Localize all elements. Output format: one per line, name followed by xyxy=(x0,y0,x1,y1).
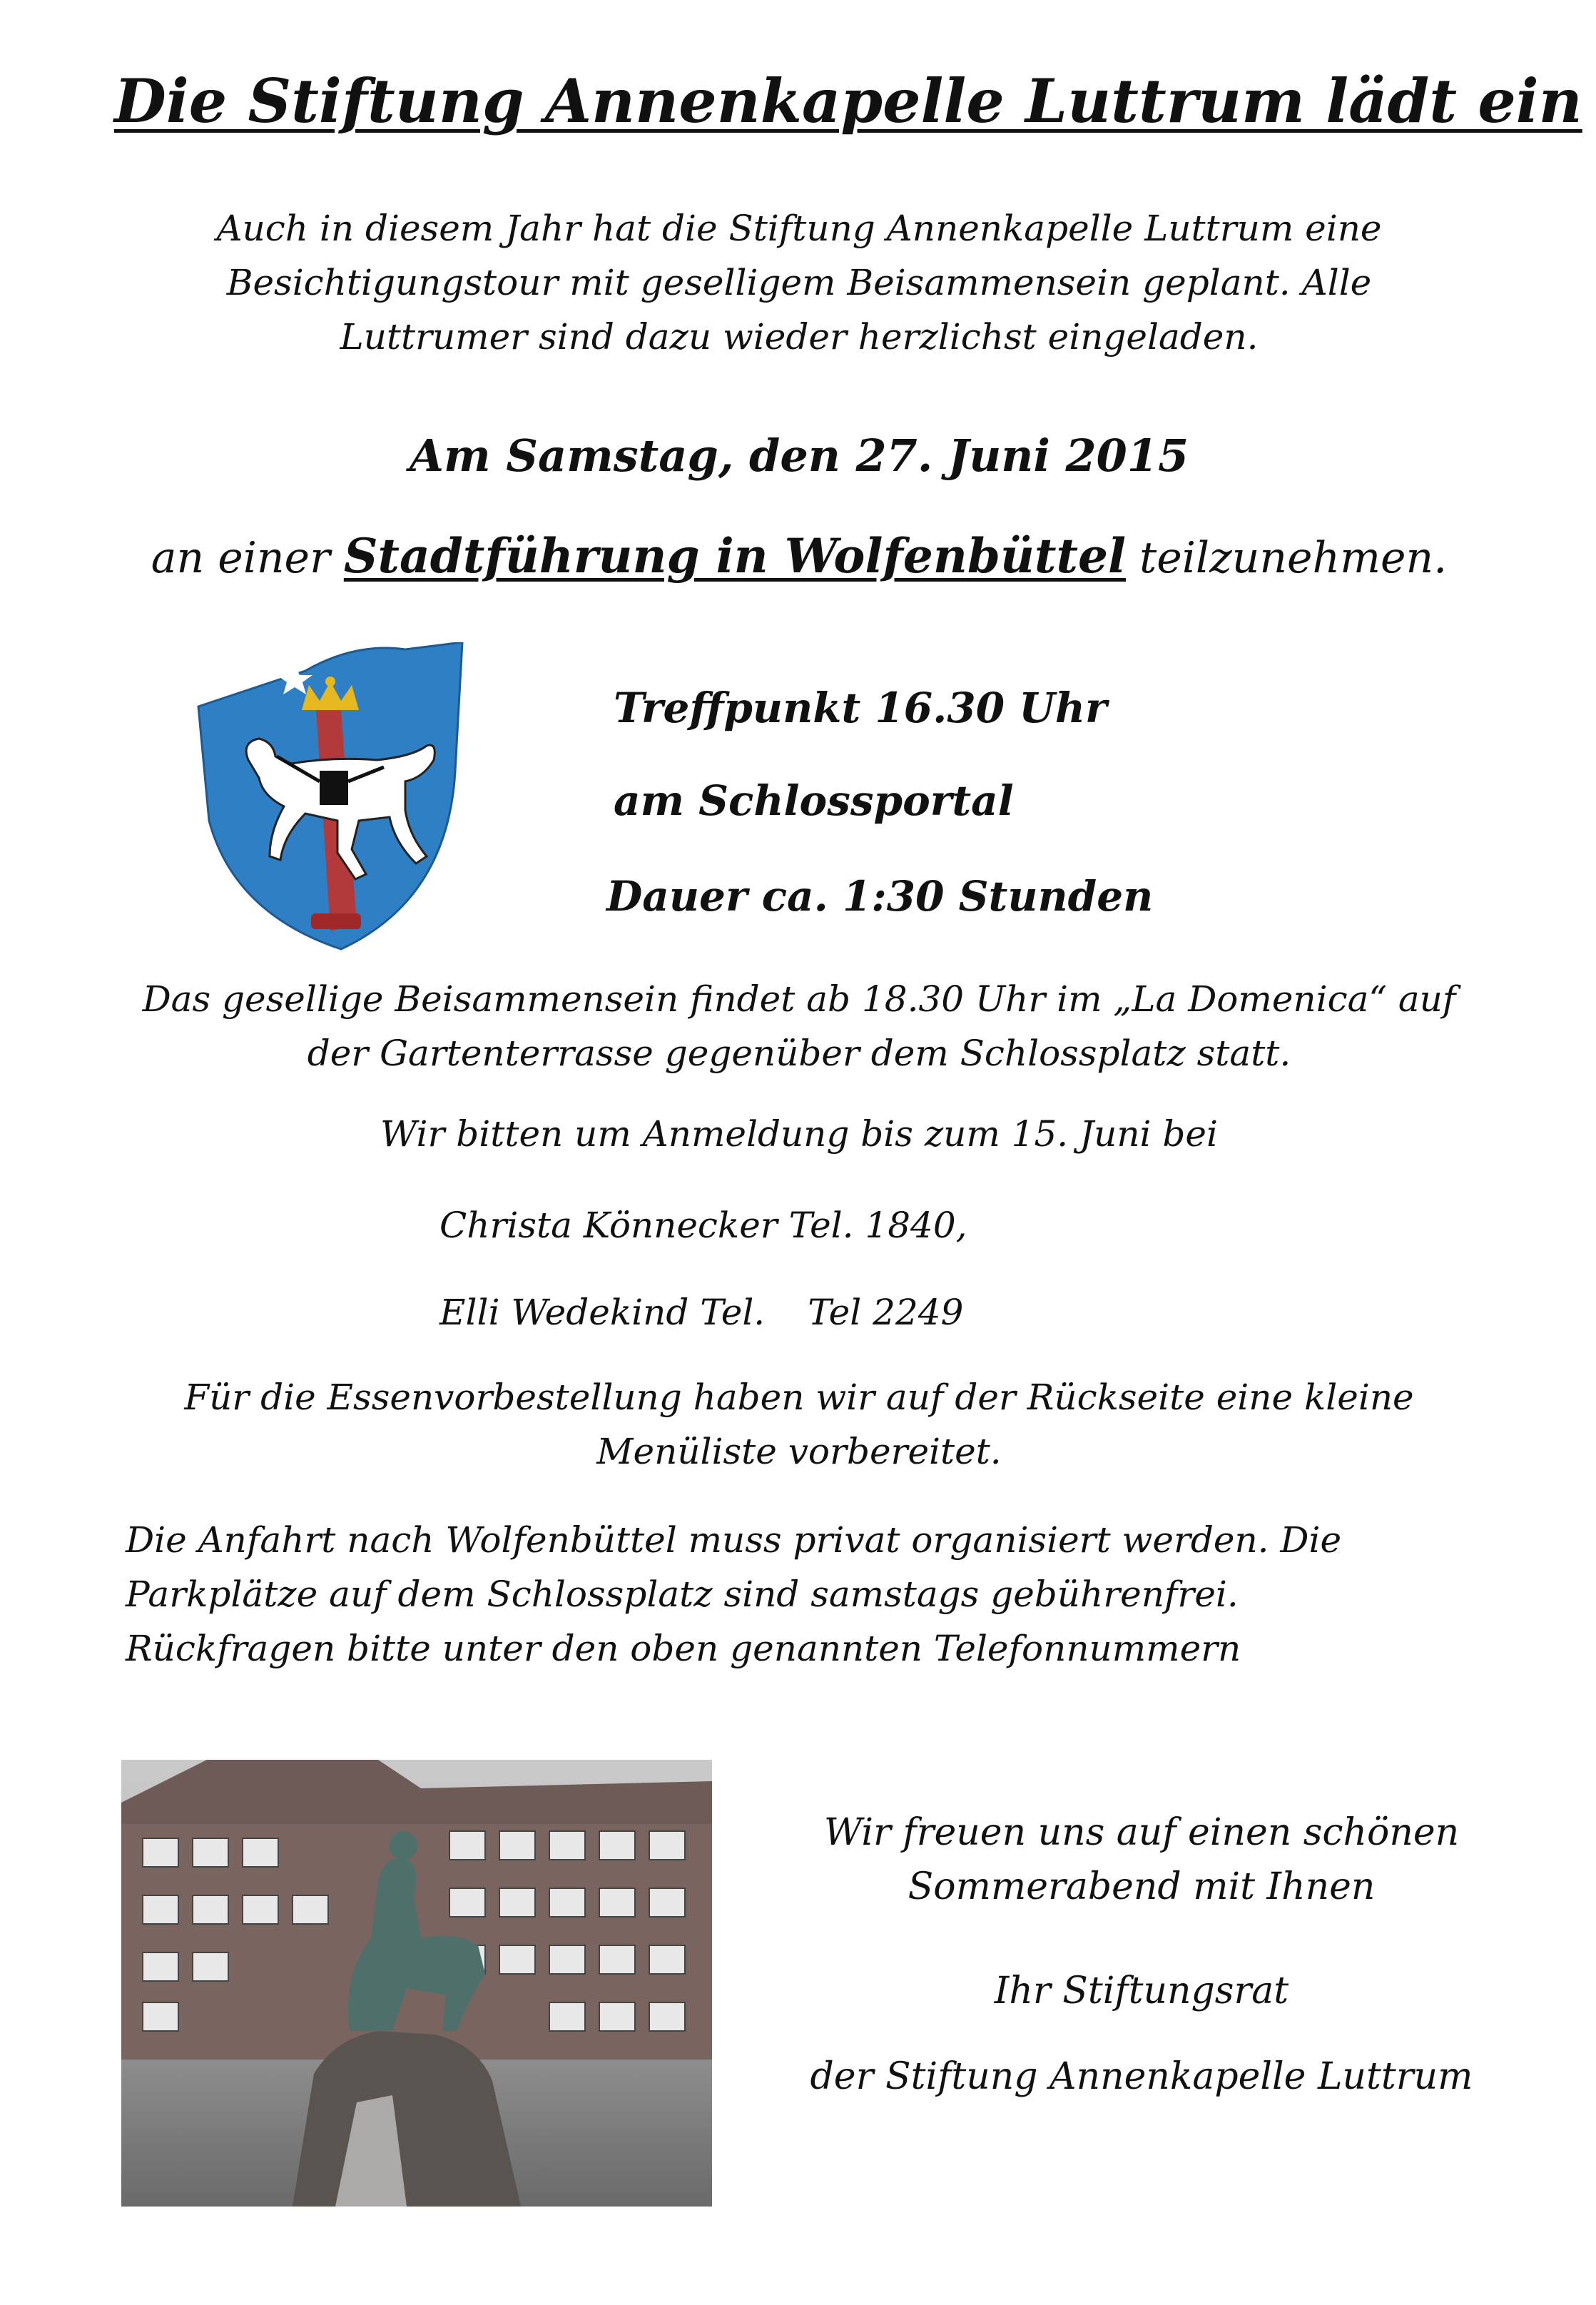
meeting-time: Treffpunkt 16.30 Uhr xyxy=(614,684,1107,732)
registration-intro: Wir bitten um Anmeldung bis zum 15. Juni bei xyxy=(380,1113,1219,1155)
closing-line: Sommerabend mit Ihnen xyxy=(908,1865,1376,1908)
wolfenbuettel-coat-of-arms-icon xyxy=(191,642,469,956)
travel-line: Parkplätze auf dem Schlossplatz sind samstags gebührenfrei. xyxy=(126,1574,1239,1615)
intro-paragraph: Auch in diesem Jahr hat die Stiftung Annenkapelle Luttrum eine Besichtigungstour mit geselligem Beisammensein geplant. Alle Luttrumer sind dazu wieder herzlichst eingeladen. xyxy=(216,208,1382,358)
signature-council: Ihr Stiftungsrat xyxy=(994,1970,1289,2012)
travel-line: Die Anfahrt nach Wolfenbüttel muss privat organisiert werden. Die xyxy=(126,1519,1342,1561)
signature-foundation: der Stiftung Annenkapelle Luttrum xyxy=(810,2055,1473,2098)
tour-line xyxy=(71,528,1527,584)
closing-line: Wir freuen uns auf einen schönen xyxy=(823,1811,1460,1854)
travel-paragraph xyxy=(126,1513,1481,1676)
closing-block xyxy=(742,1805,1541,2104)
contact-konnecker: Christa Könnecker Tel. 1840, xyxy=(439,1205,967,1246)
castle-square-statue-photo-icon xyxy=(121,1760,712,2207)
meeting-duration: Dauer ca. 1:30 Stunden xyxy=(606,872,1154,921)
tour-suffix: teilzunehmen. xyxy=(1139,533,1448,583)
tour-prefix: an einer xyxy=(151,533,330,583)
contact-wedekind xyxy=(439,1292,963,1333)
travel-line: Rückfragen bitte unter den oben genannten Telefonnummern xyxy=(126,1628,1241,1669)
tour-title: Stadtführung in Wolfenbüttel xyxy=(343,528,1127,584)
menu-note: Für die Essenvorbestellung haben wir auf der Rückseite eine kleine Menüliste vorbereitet. xyxy=(184,1377,1414,1472)
contact-wedekind-tel: Tel 2249 xyxy=(808,1292,964,1333)
event-date: Am Samstag, den 27. Juni 2015 xyxy=(409,430,1189,482)
page-title: Die Stiftung Annenkapelle Luttrum lädt ein xyxy=(114,66,1582,136)
social-paragraph: Das gesellige Beisammensein findet ab 18.30 Uhr im „La Domenica“ auf der Gartenterrasse gegenüber dem Schlossplatz statt. xyxy=(142,978,1456,1074)
meeting-place: am Schlossportal xyxy=(614,776,1014,825)
contact-wedekind-name: Elli Wedekind Tel. xyxy=(439,1292,766,1333)
